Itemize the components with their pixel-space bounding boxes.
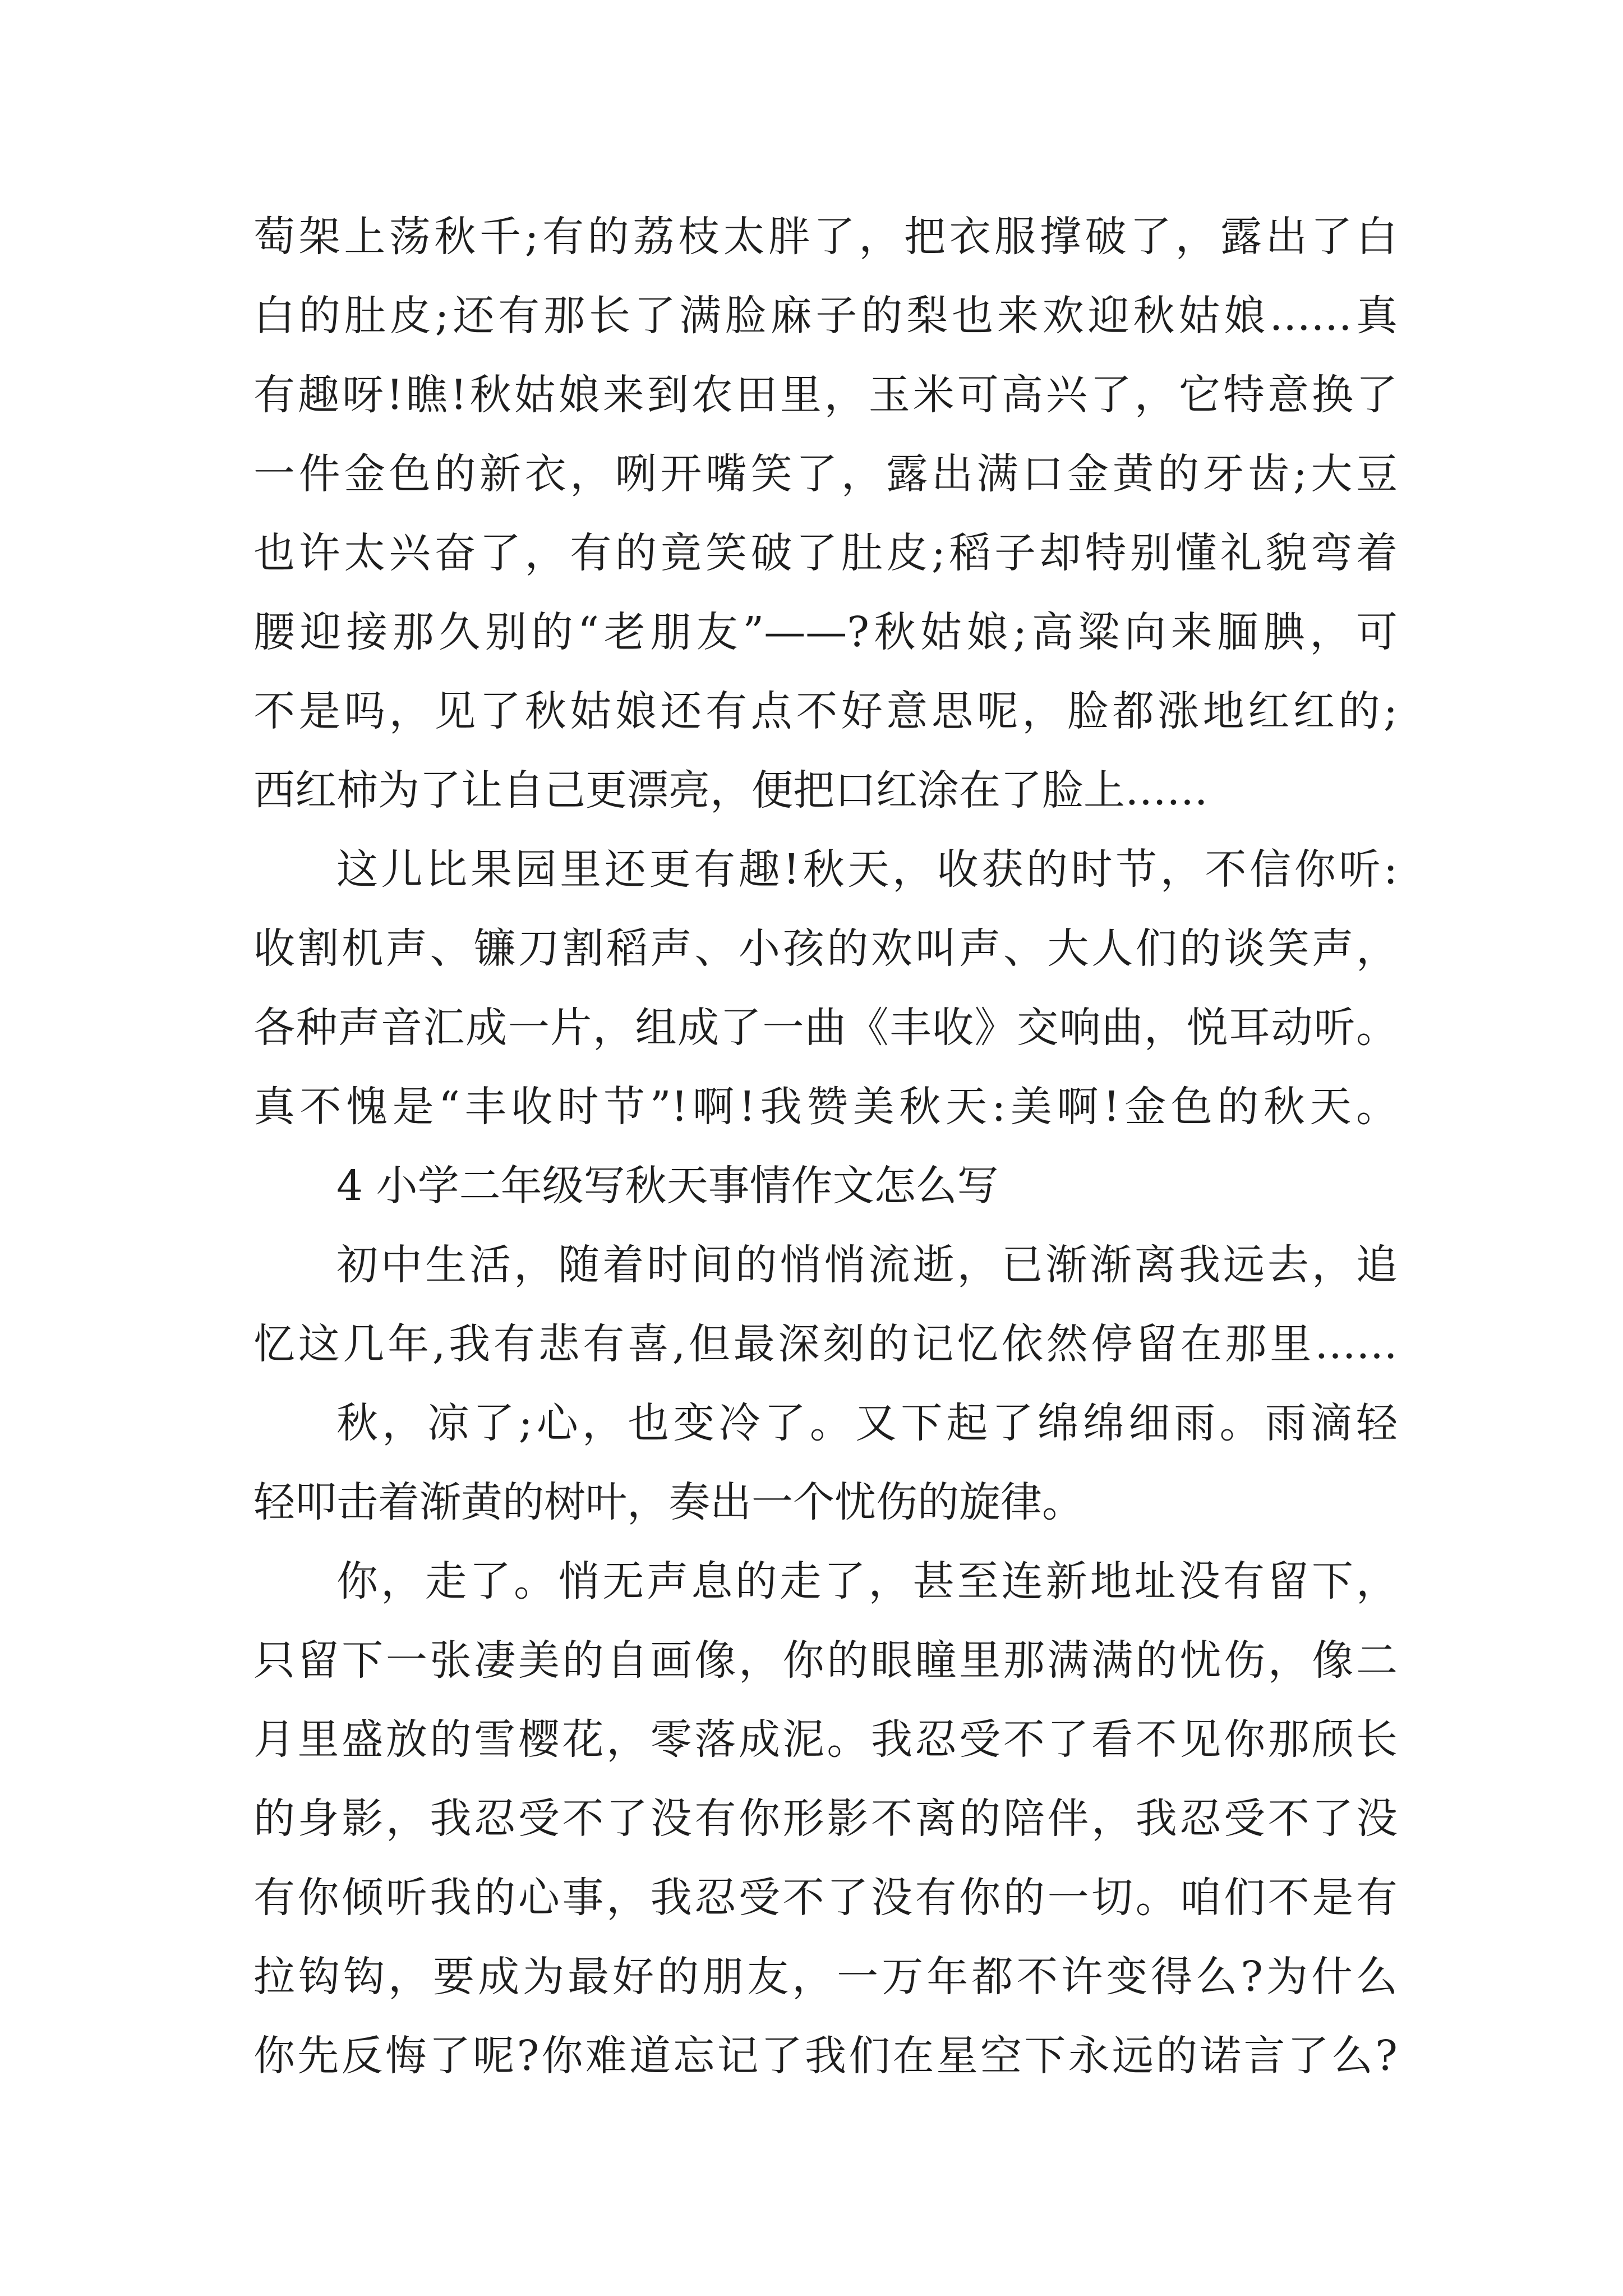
text-line: 你先反悔了呢?你难道忘记了我们在星空下永远的诺言了么?	[253, 2032, 1398, 2080]
text-line: 也许太兴奋了，有的竟笑破了肚皮;稻子却特别懂礼貌弯着	[253, 529, 1398, 577]
text-line: 收割机声、镰刀割稻声、小孩的欢叫声、大人们的谈笑声，	[253, 924, 1398, 973]
text-line: 各种声音汇成一片，组成了一曲《丰收》交响曲，悦耳动听。	[253, 1004, 1398, 1052]
paragraph-first-line: 秋，凉了;心，也变冷了。又下起了绵绵细雨。雨滴轻	[336, 1399, 1398, 1447]
text-line: 的身影，我忍受不了没有你形影不离的陪伴，我忍受不了没	[253, 1795, 1398, 1843]
text-line: 不是吗，见了秋姑娘还有点不好意思呢，脸都涨地红红的;	[253, 687, 1398, 735]
text-line: 有趣呀!瞧!秋姑娘来到农田里，玉米可高兴了，它特意换了	[253, 371, 1398, 419]
text-line: 轻叩击着渐黄的树叶，奏出一个忧伤的旋律。	[253, 1478, 1083, 1526]
section-heading: 4 小学二年级写秋天事情作文怎么写	[336, 1162, 999, 1210]
paragraph-first-line: 初中生活，随着时间的悄悄流逝，已渐渐离我远去，追	[336, 1241, 1398, 1289]
text-line: 只留下一张凄美的自画像，你的眼瞳里那满满的忧伤，像二	[253, 1636, 1398, 1685]
text-line: 白的肚皮;还有那长了满脸麻子的梨也来欢迎秋姑娘……真	[253, 292, 1398, 340]
document-body	[253, 197, 1398, 2096]
text-line: 忆这几年,我有悲有喜,但最深刻的记忆依然停留在那里……	[253, 1320, 1398, 1368]
text-line: 拉钩钩，要成为最好的朋友，一万年都不许变得么?为什么	[253, 1953, 1398, 2001]
text-line: 有你倾听我的心事，我忍受不了没有你的一切。咱们不是有	[253, 1874, 1398, 1922]
text-line: 一件金色的新衣，咧开嘴笑了，露出满口金黄的牙齿;大豆	[253, 450, 1398, 498]
text-line: 萄架上荡秋千;有的荔枝太胖了，把衣服撑破了，露出了白	[253, 213, 1398, 261]
text-line: 腰迎接那久别的“老朋友”——?秋姑娘;高粱向来腼腆，可	[253, 608, 1398, 656]
paragraph-first-line: 这儿比果园里还更有趣!秋天，收获的时节，不信你听:	[336, 845, 1398, 894]
text-line: 真不愧是“丰收时节”!啊!我赞美秋天:美啊!金色的秋天。	[253, 1083, 1398, 1131]
paragraph-first-line: 你，走了。悄无声息的走了，甚至连新地址没有留下，	[336, 1557, 1398, 1605]
text-line: 月里盛放的雪樱花，零落成泥。我忍受不了看不见你那颀长	[253, 1715, 1398, 1764]
text-line: 西红柿为了让自己更漂亮，便把口红涂在了脸上……	[253, 766, 1208, 815]
